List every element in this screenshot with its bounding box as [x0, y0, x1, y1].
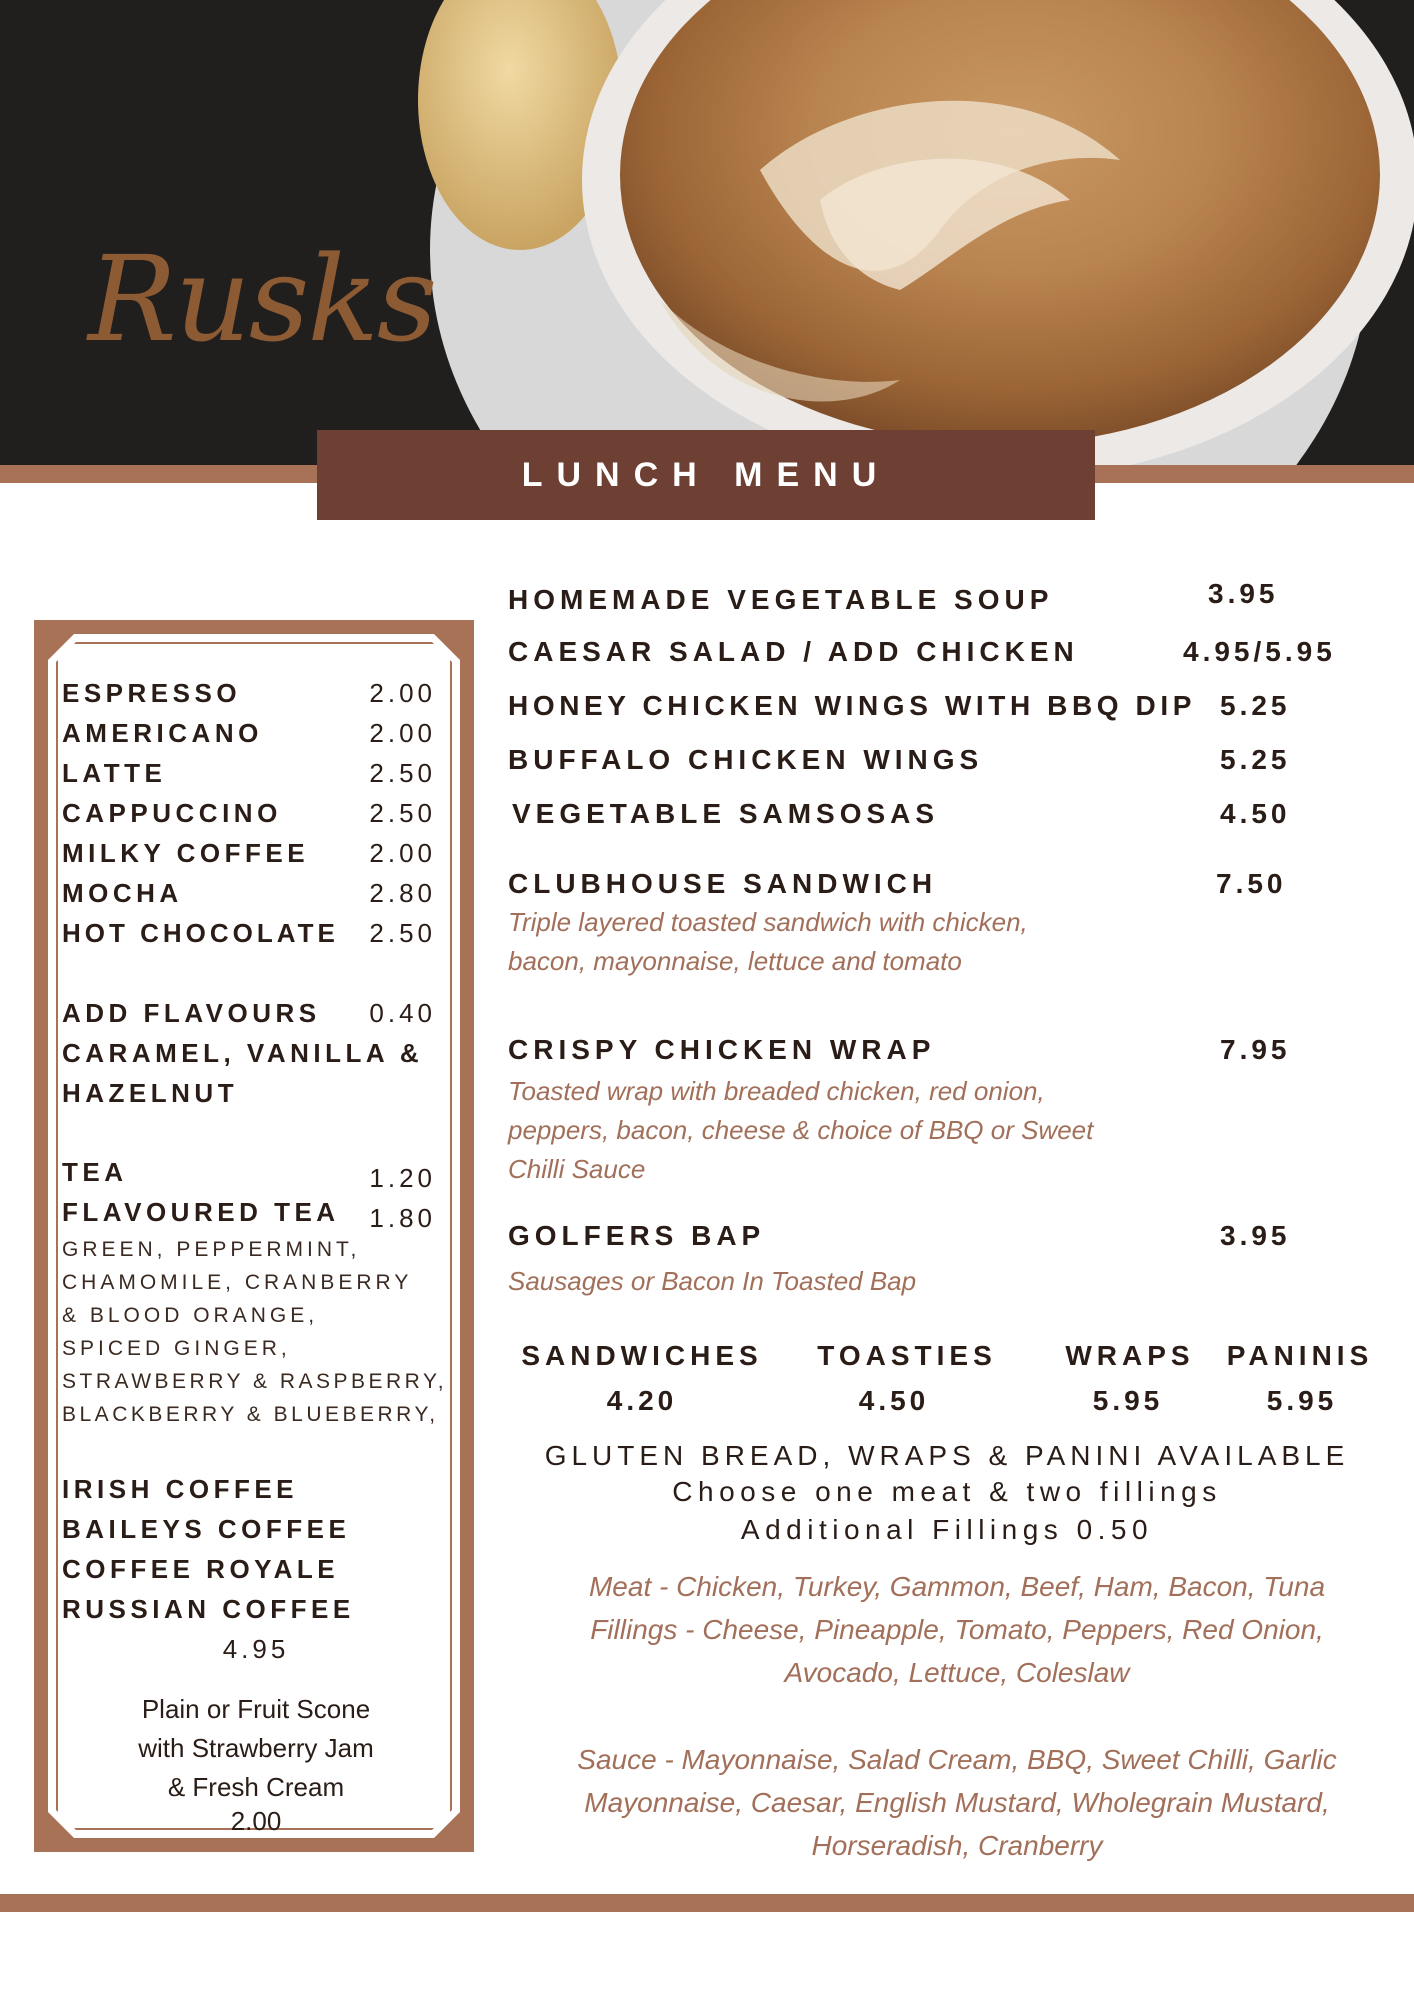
- drink-name: MILKY COFFEE: [62, 838, 310, 868]
- tea-row: [62, 1197, 436, 1235]
- scone-text: with Strawberry Jam: [138, 1733, 374, 1763]
- drink-price: 2.00: [369, 838, 436, 868]
- tea-flavour-line: GREEN, PEPPERMINT,: [62, 1238, 361, 1261]
- food-item-price: 4.50: [1220, 798, 1291, 829]
- drink-row: [62, 798, 436, 836]
- header: [0, 0, 1414, 465]
- tea-price: 1.20: [369, 1163, 436, 1193]
- drink-row: [62, 678, 436, 716]
- drink-row: [62, 718, 436, 756]
- food-item-name: CAESAR SALAD / ADD CHICKEN: [508, 636, 1079, 667]
- sauce-options: Horseradish, Cranberry: [811, 1830, 1103, 1861]
- scone-price: 2.00: [230, 1806, 282, 1836]
- special-coffee: BAILEYS COFFEE: [62, 1514, 351, 1544]
- food-item-description: peppers, bacon, cheese & choice of BBQ or Sweet: [508, 1115, 1094, 1145]
- drink-price: 2.50: [369, 758, 436, 788]
- special-coffee: IRISH COFFEE: [62, 1474, 299, 1504]
- tea-flavour-line: CHAMOMILE, CRANBERRY: [62, 1271, 413, 1294]
- drink-price: 2.00: [369, 718, 436, 748]
- tea-name: FLAVOURED TEA: [62, 1197, 340, 1227]
- bread-category-name: TOASTIES: [817, 1340, 997, 1371]
- drink-price: 2.80: [369, 878, 436, 908]
- food-item-description: Sausages or Bacon In Toasted Bap: [508, 1266, 917, 1296]
- flavours-list: HAZELNUT: [62, 1078, 239, 1108]
- special-coffee-price: 4.95: [222, 1634, 290, 1664]
- food-item-name: GOLFERS BAP: [508, 1220, 766, 1251]
- lunch-menu-banner: [317, 430, 1095, 520]
- bread-category-name: WRAPS: [1065, 1340, 1195, 1371]
- food-item-name: HONEY CHICKEN WINGS WITH BBQ DIP: [508, 690, 1197, 721]
- drink-row: [62, 838, 436, 876]
- scone-text: Plain or Fruit Scone: [141, 1694, 371, 1724]
- food-item-description: Toasted wrap with breaded chicken, red onion,: [508, 1076, 1045, 1106]
- tea-flavour-line: BLACKBERRY & BLUEBERRY,: [62, 1403, 439, 1426]
- food-item-price: 5.25: [1220, 744, 1291, 775]
- drink-row: [62, 918, 436, 956]
- drink-price: 2.50: [369, 918, 436, 948]
- meat-options: Meat - Chicken, Turkey, Gammon, Beef, Ham, Bacon, Tuna: [588, 1571, 1326, 1602]
- drink-name: CAPPUCCINO: [62, 798, 282, 828]
- tea-flavour-line: SPICED GINGER,: [62, 1337, 291, 1360]
- filling-options: Fillings - Cheese, Pineapple, Tomato, Peppers, Red Onion,: [590, 1614, 1324, 1645]
- tea-flavour-line: STRAWBERRY & RASPBERRY,: [62, 1370, 448, 1393]
- bread-category-price: 4.20: [606, 1385, 678, 1416]
- divider: [0, 1894, 1414, 1912]
- flavours-name: ADD FLAVOURS: [62, 998, 321, 1028]
- scone-text: & Fresh Cream: [167, 1772, 345, 1802]
- food-item-description: Triple layered toasted sandwich with chicken,: [508, 907, 1028, 937]
- drink-name: HOT CHOCOLATE: [62, 918, 339, 948]
- food-item-description: Chilli Sauce: [508, 1154, 646, 1184]
- filling-options: Avocado, Lettuce, Coleslaw: [784, 1657, 1130, 1688]
- food-item-price: 4.95/5.95: [1183, 636, 1336, 667]
- food-item-name: HOMEMADE VEGETABLE SOUP: [508, 584, 1054, 615]
- flavours-list: CARAMEL, VANILLA &: [62, 1038, 424, 1068]
- food-item-price: 3.95: [1220, 1220, 1291, 1251]
- food-item-name: CRISPY CHICKEN WRAP: [508, 1034, 936, 1065]
- food-item-price: 7.50: [1216, 868, 1287, 899]
- fillings-info: Additional Fillings 0.50: [740, 1514, 1154, 1545]
- drink-name: MOCHA: [62, 878, 183, 908]
- food-item-name: BUFFALO CHICKEN WINGS: [508, 744, 984, 775]
- food-item-description: bacon, mayonnaise, lettuce and tomato: [508, 946, 962, 976]
- bread-category-price: 5.95: [1092, 1385, 1164, 1416]
- special-coffee: RUSSIAN COFFEE: [62, 1594, 355, 1624]
- sauce-options: Sauce - Mayonnaise, Salad Cream, BBQ, Sweet Chilli, Garlic: [577, 1744, 1337, 1775]
- tea-price: 1.80: [369, 1203, 436, 1233]
- page-title: LUNCH MENU: [521, 455, 891, 494]
- drink-price: 2.00: [369, 678, 436, 708]
- food-item-name: VEGETABLE SAMSOSAS: [512, 798, 940, 829]
- bread-category-name: SANDWICHES: [521, 1340, 763, 1371]
- tea-row: [62, 1157, 436, 1195]
- drink-price: 2.50: [369, 798, 436, 828]
- drink-name: ESPRESSO: [62, 678, 242, 708]
- fillings-info: Choose one meat & two fillings: [672, 1476, 1222, 1507]
- bread-category-price: 4.50: [858, 1385, 930, 1416]
- flavours-price: 0.40: [369, 998, 436, 1028]
- food-item-price: 7.95: [1220, 1034, 1291, 1065]
- logo: Rusks: [88, 230, 436, 368]
- bread-category-name: PANINIS: [1226, 1340, 1374, 1371]
- food-item-price: 5.25: [1220, 690, 1291, 721]
- tea-name: TEA: [62, 1157, 128, 1187]
- flavours-row: [62, 998, 436, 1036]
- bread-category-price: 5.95: [1266, 1385, 1338, 1416]
- tea-flavour-line: & BLOOD ORANGE,: [62, 1304, 319, 1327]
- food-item-name: CLUBHOUSE SANDWICH: [508, 868, 938, 899]
- drink-row: [62, 878, 436, 916]
- sauce-options: Mayonnaise, Caesar, English Mustard, Wholegrain Mustard,: [584, 1787, 1330, 1818]
- special-coffee: COFFEE ROYALE: [62, 1554, 340, 1584]
- gluten-info: GLUTEN BREAD, WRAPS & PANINI AVAILABLE: [544, 1440, 1350, 1471]
- food-item-price: 3.95: [1208, 578, 1279, 609]
- drink-name: AMERICANO: [62, 718, 263, 748]
- drink-name: LATTE: [62, 758, 167, 788]
- drink-row: [62, 758, 436, 796]
